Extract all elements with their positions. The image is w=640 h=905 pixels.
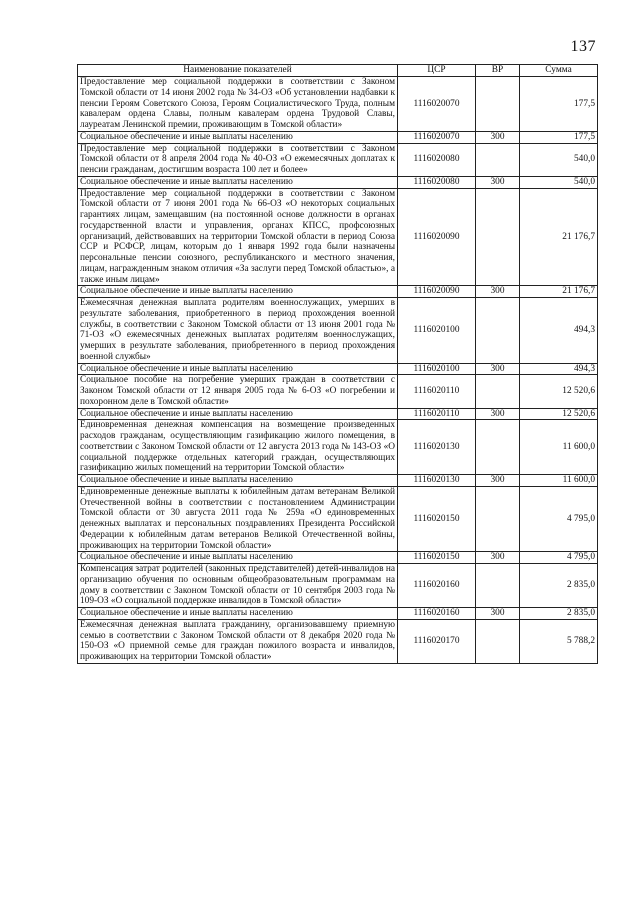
row-code: 1116020090	[398, 286, 476, 298]
table-body	[78, 77, 598, 664]
row-sum: 177,5	[520, 131, 598, 143]
row-vr	[476, 420, 520, 475]
row-code: 1116020160	[398, 608, 476, 620]
row-code: 1116020110	[398, 375, 476, 408]
row-code: 1116020130	[398, 420, 476, 475]
header-sum: Сумма	[520, 65, 598, 77]
row-sum: 2 835,0	[520, 564, 598, 608]
row-vr	[476, 619, 520, 663]
table-row	[78, 286, 598, 298]
row-sum: 540,0	[520, 143, 598, 176]
row-vr	[476, 188, 520, 286]
row-vr: 300	[476, 286, 520, 298]
row-sum: 21 176,7	[520, 286, 598, 298]
table-row	[78, 608, 598, 620]
page-number: 137	[570, 38, 596, 55]
row-sum: 11 600,0	[520, 420, 598, 475]
row-name: Социальное обеспечение и иные выплаты населению	[78, 131, 398, 143]
row-sum: 5 788,2	[520, 619, 598, 663]
row-code: 1116020170	[398, 619, 476, 663]
row-name: Единовременная денежная компенсация на возмещение произведенных расходов гражданам, осуществляющим газификацию жилого помещения, в соответствии с Законом Томской области от 12 августа 2013 года № 143-ОЗ «О социальной поддержке отдельных категорий граждан, осуществляющих газификацию жилых помещений на территории Томской области»	[78, 420, 398, 475]
row-sum: 4 795,0	[520, 486, 598, 552]
table-row	[78, 475, 598, 487]
row-sum: 177,5	[520, 77, 598, 132]
row-vr	[476, 375, 520, 408]
row-code: 1116020100	[398, 363, 476, 375]
row-sum: 2 835,0	[520, 608, 598, 620]
table-row	[78, 363, 598, 375]
row-code: 1116020150	[398, 486, 476, 552]
row-code: 1116020110	[398, 408, 476, 420]
header-name: Наименование показателей	[78, 65, 398, 77]
row-name: Социальное обеспечение и иные выплаты населению	[78, 475, 398, 487]
budget-table	[77, 64, 598, 664]
row-vr: 300	[476, 408, 520, 420]
row-name: Компенсация затрат родителей (законных представителей) детей-инвалидов на организацию обучения по основным общеобразовательным программам на дому в соответствии с Законом Томской области от 10 сентября 2003 года № 109-ОЗ «О социальной поддержке инвалидов в Томской области»	[78, 564, 398, 608]
header-vr: ВР	[476, 65, 520, 77]
row-name: Социальное пособие на погребение умерших граждан в соответствии с Законом Томской области от 12 января 2005 года № 6-ОЗ «О погребении и похоронном деле в Томской области»	[78, 375, 398, 408]
row-code: 1116020070	[398, 131, 476, 143]
row-name: Социальное обеспечение и иные выплаты населению	[78, 408, 398, 420]
row-vr: 300	[476, 131, 520, 143]
row-code: 1116020150	[398, 552, 476, 564]
row-sum: 11 600,0	[520, 475, 598, 487]
row-vr: 300	[476, 363, 520, 375]
row-code: 1116020130	[398, 475, 476, 487]
row-code: 1116020070	[398, 77, 476, 132]
row-code: 1116020160	[398, 564, 476, 608]
row-vr	[476, 486, 520, 552]
row-name: Ежемесячная денежная выплата родителям военнослужащих, умерших в результате заболевания, приобретенного в период прохождения военной службы, в соответствии с Законом Томской области от 13 июня 2001 года № 71-ОЗ «О ежемесячных денежных выплатах родителям военнослужащих, умерших в результате заболевания, приобретенного в период прохождения военной службы»	[78, 298, 398, 364]
row-sum: 12 520,6	[520, 408, 598, 420]
table-row	[78, 619, 598, 663]
row-vr	[476, 298, 520, 364]
row-name: Предоставление мер социальной поддержки в соответствии с Законом Томской области от 8 апреля 2004 года № 40-ОЗ «О ежемесячных доплатах к пенсии гражданам, достигшим возраста 100 лет и более»	[78, 143, 398, 176]
row-sum: 540,0	[520, 176, 598, 188]
row-vr: 300	[476, 552, 520, 564]
row-vr: 300	[476, 176, 520, 188]
table-row	[78, 552, 598, 564]
row-vr	[476, 143, 520, 176]
header-code: ЦСР	[398, 65, 476, 77]
row-code: 1116020080	[398, 143, 476, 176]
table-row	[78, 298, 598, 364]
row-name: Ежемесячная денежная выплата гражданину, организовавшему приемную семью в соответствии с Законом Томской области от 8 декабря 2020 года № 150-ОЗ «О приемной семье для граждан пожилого возраста и инвалидов, проживающих на территории Томской области»	[78, 619, 398, 663]
row-vr	[476, 77, 520, 132]
table-row	[78, 564, 598, 608]
row-sum: 21 176,7	[520, 188, 598, 286]
row-code: 1116020090	[398, 188, 476, 286]
row-name: Социальное обеспечение и иные выплаты населению	[78, 552, 398, 564]
table-row	[78, 408, 598, 420]
row-name: Социальное обеспечение и иные выплаты населению	[78, 363, 398, 375]
row-code: 1116020100	[398, 298, 476, 364]
table-row	[78, 131, 598, 143]
table-row	[78, 375, 598, 408]
row-vr	[476, 564, 520, 608]
table-row	[78, 486, 598, 552]
row-name: Социальное обеспечение и иные выплаты населению	[78, 176, 398, 188]
row-vr: 300	[476, 475, 520, 487]
row-sum: 12 520,6	[520, 375, 598, 408]
row-code: 1116020080	[398, 176, 476, 188]
table-row	[78, 420, 598, 475]
table-header-row	[78, 65, 598, 77]
table-row	[78, 176, 598, 188]
row-name: Предоставление мер социальной поддержки в соответствии с Законом Томской области от 14 июня 2002 года № 34-ОЗ «Об установлении надбавки к пенсии Героям Советского Союза, Героям Социалистического Труда, полным кавалерам ордена Славы, полным кавалерам ордена Трудовой Славы, лауреатам Ленинской премии, проживающим в Томской области»	[78, 77, 398, 132]
row-sum: 494,3	[520, 363, 598, 375]
row-sum: 4 795,0	[520, 552, 598, 564]
table-row	[78, 188, 598, 286]
row-name: Социальное обеспечение и иные выплаты населению	[78, 286, 398, 298]
row-vr: 300	[476, 608, 520, 620]
row-name: Социальное обеспечение и иные выплаты населению	[78, 608, 398, 620]
row-name: Единовременные денежные выплаты к юбилейным датам ветеранам Великой Отечественной войны в соответствии с постановлением Администрации Томской области от 30 августа 2011 года № 259а «О единовременных денежных выплатах и персональных поздравлениях Президента Российской Федерации к юбилейным датам ветеранов Великой Отечественной войны, проживающих на территории Томской области»	[78, 486, 398, 552]
table-row	[78, 77, 598, 132]
row-name: Предоставление мер социальной поддержки в соответствии с Законом Томской области от 7 июня 2001 года № 66-ОЗ «О некоторых социальных гарантиях лицам, замещавшим (на постоянной основе должности в органах государственной власти и управления, органах КПСС, профсоюзных организаций, действовавших на территории Томской области в период Союза ССР и РСФСР, лицам, которым до 1 января 1992 года были назначены персональные пенсии союзного, республиканского и местного значения, лицам, награжденным знаком отличия «За заслуги перед Томской областью», а также иным лицам»	[78, 188, 398, 286]
row-sum: 494,3	[520, 298, 598, 364]
table-row	[78, 143, 598, 176]
